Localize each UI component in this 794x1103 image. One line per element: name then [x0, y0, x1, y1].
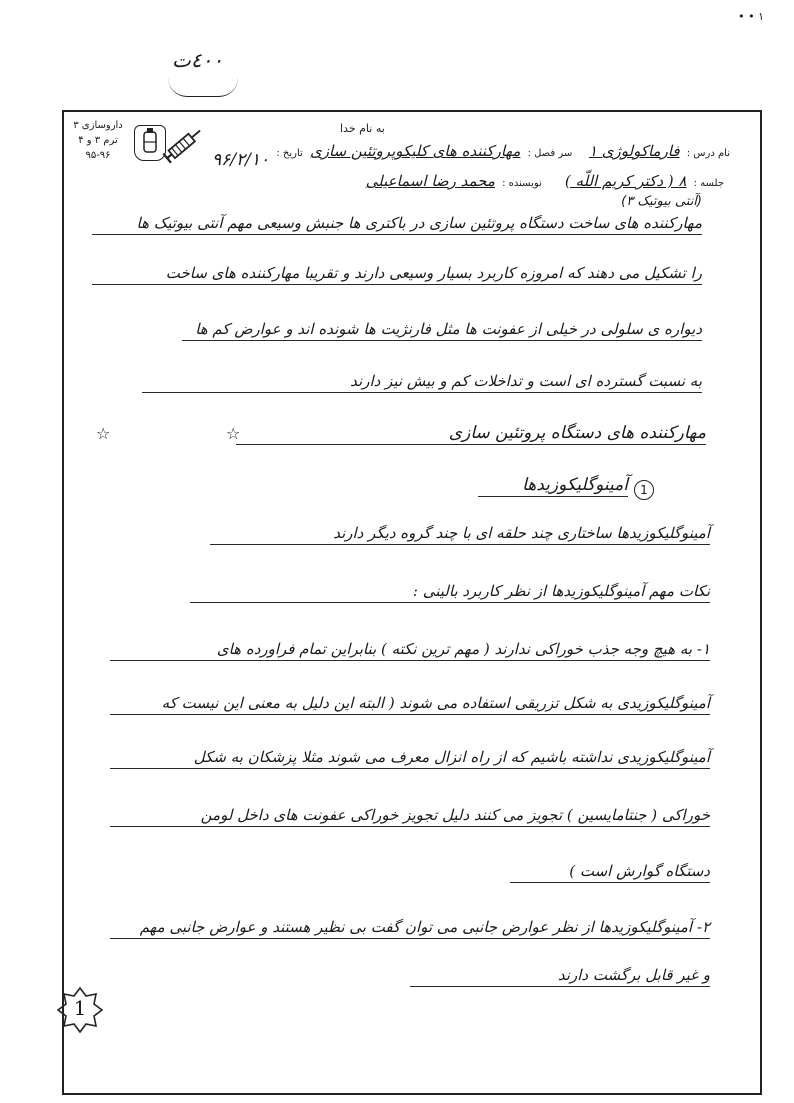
publisher-title: داروسازی ۳: [73, 120, 123, 131]
topic-label: سر فصل :: [527, 148, 573, 159]
publisher-box: [68, 118, 128, 163]
body-line-8: ۲- آمینوگلیکوزیدها از نظر عوارض جانبی می توان گفت بی نظیر هستند و عوارض جانبی مهم: [110, 916, 710, 939]
session-label: جلسه :: [693, 178, 724, 189]
course-label: نام درس :: [686, 148, 730, 159]
date-label: تاریخ :: [276, 148, 303, 159]
body-line-1: آمینوگلیکوزیدها ساختاری چند حلقه ای با چند گروه دیگر دارند: [210, 522, 710, 545]
body-line-7: دستگاه گوارش است ): [510, 860, 710, 883]
author-label: نویسنده :: [502, 178, 542, 189]
publisher-term: ترم ۳ و ۴: [78, 135, 118, 146]
body-line-9: و غیر قابل برگشت دارند: [410, 964, 710, 987]
price-note: ٤٠٠ت: [172, 48, 224, 72]
session-extra: (آنتی بیوتیک ۳): [621, 194, 702, 209]
author-value: محمد رضا اسماعیلی: [365, 172, 495, 190]
star-icon: ☆: [96, 424, 111, 443]
meta-row-session: [362, 172, 724, 190]
topic-value: مهارکننده های کلیکوپروتئین سازی: [310, 142, 521, 160]
subheading-number-icon: 1: [634, 480, 654, 500]
body-line-2: نکات مهم آمینوگلیکوزیدها از نظر کاربرد بالینی :: [190, 580, 710, 603]
intro-line-3: دیواره ی سلولی در خیلی از عفونت ها مثل فارنژیت ها شونده اند و عوارض کم ها: [182, 318, 702, 341]
page-number: 1: [73, 996, 87, 1020]
body-line-5: آمینوگلیکوزیدی نداشته باشیم که از راه انزال معرف می شوند مثلا پزشکان به شکل: [110, 746, 710, 769]
session-value: ۸ ( دکتر کریم اللّه ): [564, 172, 687, 190]
corner-mark: • • ١: [738, 10, 764, 23]
syringe-icon: [160, 122, 208, 166]
body-line-3: ۱- به هیچ وجه جذب خوراکی ندارند ( مهم ترین نکته ) بنابراین تمام فراورده های: [110, 638, 710, 661]
date-value: ۹۶/۲/۱۰: [212, 150, 270, 170]
publisher-code: ۹۵-۹۶: [85, 150, 111, 161]
intro-line-2: را تشکیل می دهند که امروزه کاربرد بسیار وسیعی دارند و تقریبا مهارکننده های ساخت: [92, 262, 702, 285]
section-heading: مهارکننده های دستگاه پروتئین سازی: [236, 422, 706, 445]
body-line-6: خوراکی ( جنتامایسین ) تجویز می کنند دلیل تجویز خوراکی عفونت های داخل لومن: [110, 804, 710, 827]
price-underline: [168, 78, 238, 97]
subheading: آمینوگلیکوزیدها: [478, 474, 628, 497]
star-icon: ☆: [226, 424, 241, 443]
meta-row-course: [276, 142, 730, 160]
intro-line-1: مهارکننده های ساخت دستگاه پروتئین سازی در باکتری ها جنبش وسیعی مهم آنتی بیوتیک ها: [92, 212, 702, 235]
course-value: فارماکولوژی ۱: [588, 142, 680, 160]
basmala: به نام خدا: [340, 122, 385, 135]
intro-line-4: به نسبت گسترده ای است و تداخلات کم و بیش نیز دارند: [142, 370, 702, 393]
body-line-4: آمینوگلیکوزیدی به شکل تزریقی استفاده می شوند ( البته این دلیل به معنی این نیست که: [110, 692, 710, 715]
